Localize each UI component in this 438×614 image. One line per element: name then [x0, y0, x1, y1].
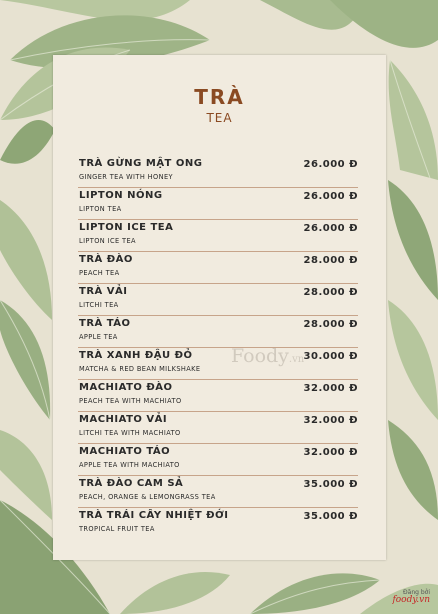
menu-item: [78, 220, 358, 252]
credit-logo: foody.vn: [392, 595, 430, 606]
menu-item-name: MACHIATO ĐÀO: [79, 382, 173, 393]
menu-item-price: 32.000 Đ: [303, 383, 358, 394]
menu-item: [78, 380, 358, 412]
menu-item: [78, 412, 358, 444]
menu-item-price: 26.000 Đ: [303, 223, 358, 234]
menu-item-price: 28.000 Đ: [303, 319, 358, 330]
menu-item-name: TRÀ GỪNG MẬT ONG: [79, 158, 203, 169]
menu-item: [78, 316, 358, 348]
menu-item-name: TRÀ TÁO: [79, 318, 131, 329]
menu-item-name: LIPTON NÓNG: [79, 190, 163, 201]
menu-item-price: 32.000 Đ: [303, 447, 358, 458]
menu-item-english: GINGER TEA WITH HONEY: [79, 173, 173, 181]
menu-subtitle: TEA: [206, 111, 233, 125]
menu-item: [78, 348, 358, 380]
menu-item: [78, 476, 358, 508]
menu-item-price: 35.000 Đ: [303, 511, 358, 522]
menu-item-english: LITCHI TEA: [79, 301, 119, 309]
menu-item-name: LIPTON ICE TEA: [79, 222, 174, 233]
menu-item: [78, 252, 358, 284]
menu-item-name: TRÀ TRÁI CÂY NHIỆT ĐỚI: [79, 510, 229, 521]
menu-item: [78, 188, 358, 220]
menu-item-english: PEACH, ORANGE & LEMONGRASS TEA: [79, 493, 216, 501]
menu-item-name: MACHIATO VẢI: [79, 414, 168, 425]
menu-item: [78, 444, 358, 476]
menu-item-name: TRÀ ĐÀO CAM SẢ: [79, 478, 184, 489]
menu-item-english: LITCHI TEA WITH MACHIATO: [79, 429, 181, 437]
menu-item-name: TRÀ VẢI: [79, 286, 128, 297]
menu-item: [78, 156, 358, 188]
credit-posted-by: Đăng bởi: [403, 588, 430, 596]
menu-item-price: 26.000 Đ: [303, 159, 358, 170]
menu-item-price: 35.000 Đ: [303, 479, 358, 490]
menu-item-english: APPLE TEA: [79, 333, 118, 341]
menu-title: TRÀ: [194, 85, 245, 109]
menu-item-english: LIPTON ICE TEA: [79, 237, 136, 245]
menu-item-english: APPLE TEA WITH MACHIATO: [79, 461, 180, 469]
menu-item-name: MACHIATO TÁO: [79, 446, 171, 457]
menu-item-price: 28.000 Đ: [303, 255, 358, 266]
watermark-brand: Foody: [231, 345, 289, 367]
menu-item-list: [78, 156, 358, 540]
menu-item-english: MATCHA & RED BEAN MILKSHAKE: [79, 365, 201, 373]
menu-item-price: 26.000 Đ: [303, 191, 358, 202]
menu-item-price: 28.000 Đ: [303, 287, 358, 298]
menu-item-english: LIPTON TEA: [79, 205, 122, 213]
foody-watermark: [231, 345, 304, 367]
menu-item-english: TROPICAL FRUIT TEA: [79, 525, 155, 533]
menu-item-english: PEACH TEA: [79, 269, 120, 277]
menu-item-price: 32.000 Đ: [303, 415, 358, 426]
menu-item-price: 30.000 Đ: [303, 351, 358, 362]
menu-item-name: TRÀ XANH ĐẬU ĐỎ: [79, 350, 193, 361]
menu-item: [78, 284, 358, 316]
menu-item: [78, 508, 358, 540]
menu-item-english: PEACH TEA WITH MACHIATO: [79, 397, 182, 405]
menu-item-name: TRÀ ĐÀO: [79, 254, 133, 265]
watermark-suffix: .vn: [288, 354, 305, 365]
credit-stamp: [392, 590, 430, 606]
menu-card: [53, 55, 386, 560]
